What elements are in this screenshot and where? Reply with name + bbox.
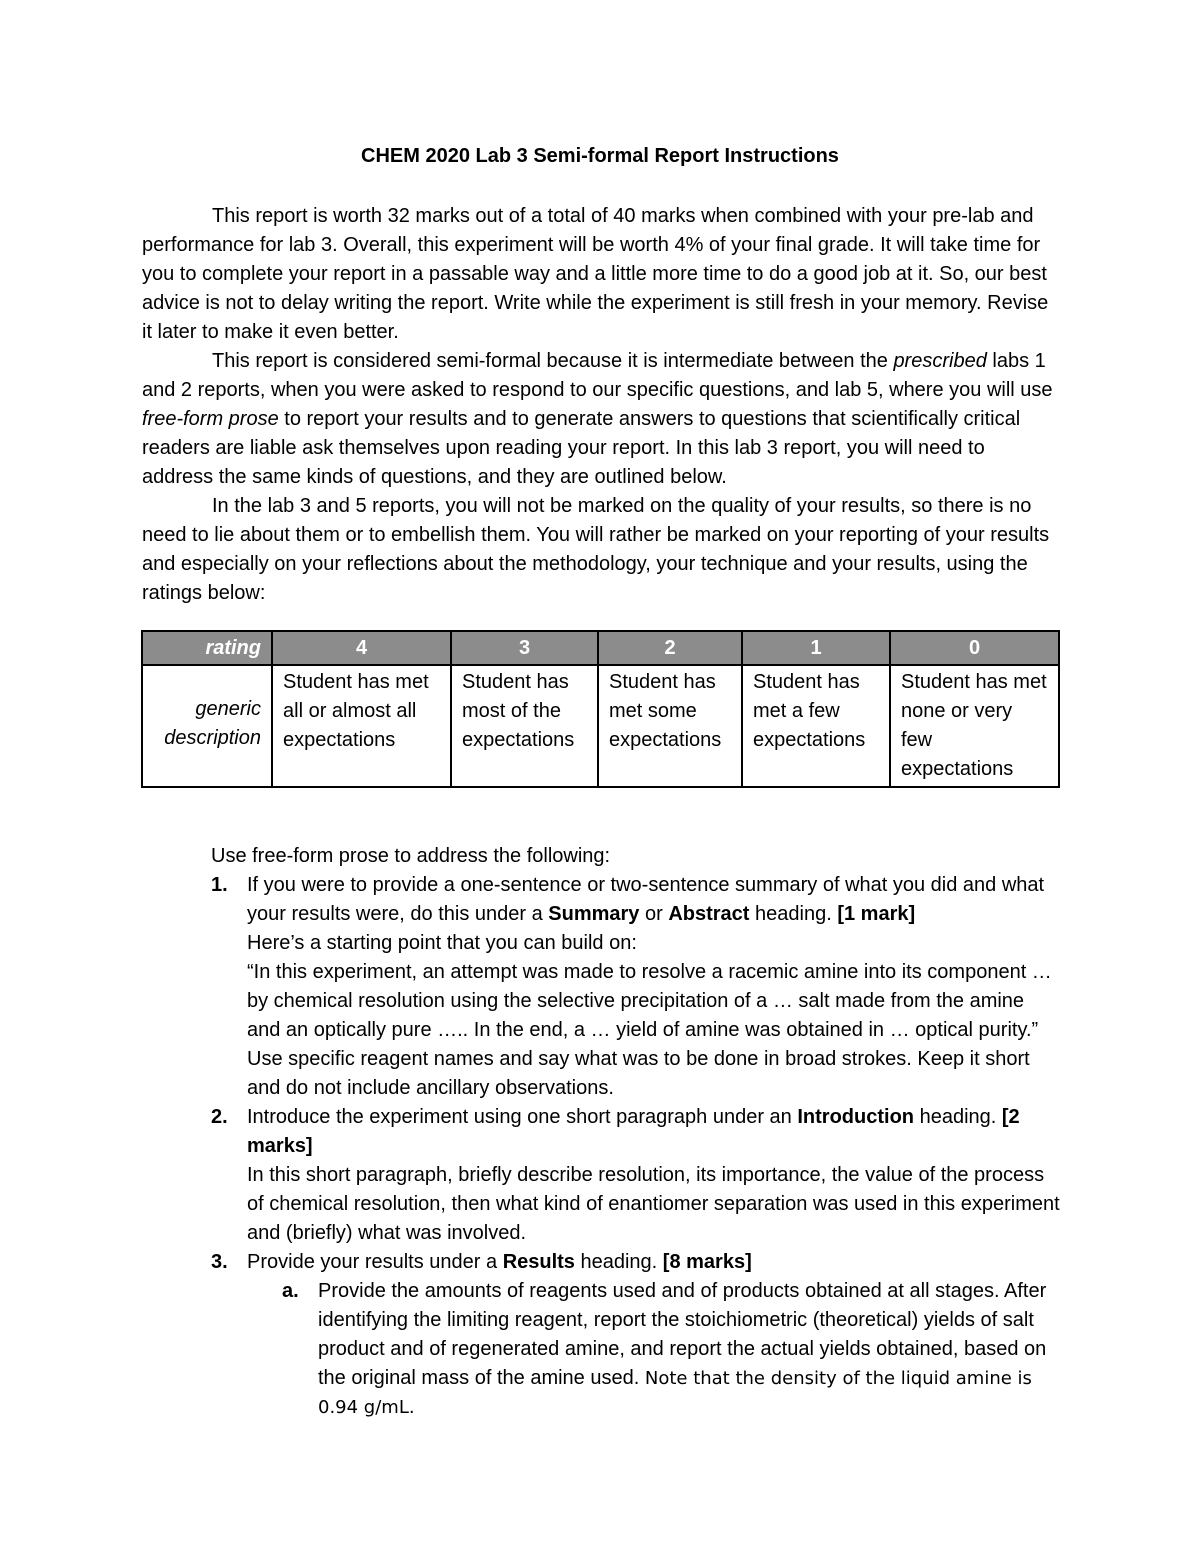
marks-badge: [8 marks] <box>662 1251 752 1273</box>
rating-header-row <box>142 631 1059 665</box>
intro-paragraph-2: This report is considered semi-formal because it is intermediate between the prescribed labs 1 and 2 reports, when you were asked to respond to our specific questions, and lab 5, where you will use free-form prose to report your results and to generate answers to questions that scientifically critical readers are liable ask themselves upon reading your report. In this lab 3 report, you will need to address the same kinds of questions, and they are outlined below. <box>142 350 1053 488</box>
item-number: 2. <box>211 1106 228 1128</box>
rating-0: 0 <box>890 631 1059 665</box>
density-note: Note that the density of the liquid amine is 0.94 g/mL. <box>318 1368 1032 1418</box>
description-cell-4: Student has met all or almost all expectations <box>272 665 451 787</box>
description-cell-1: Student has met a few expectations <box>742 665 890 787</box>
list-item: 1. If you were to provide a one-sentence or two-sentence summary of what you did and what your results were, do this under a Summary or Abstract heading. [1 mark] Here’s a starting point that you can build on: “In this experiment, an attempt was made to resolve a racemic amine into its component … by chemical resolution using the selective precipitation of a … salt made from the amine and an optically pure ….. In the end, a … yield of amine was obtained in … optical purity.” Use specific reagent names and say what was to be done in broad strokes. Keep it short and do not include ancillary observations. <box>211 871 1061 1103</box>
instructions-section <box>211 842 1061 1422</box>
page-title: CHEM 2020 Lab 3 Semi-formal Report Instructions <box>361 145 839 167</box>
description-cell-2: Student has met some expectations <box>598 665 742 787</box>
rating-4: 4 <box>272 631 451 665</box>
task-list <box>211 871 1061 1422</box>
sub-list <box>247 1277 1061 1422</box>
marks-badge: [1 mark] <box>837 903 916 925</box>
rating-3: 3 <box>451 631 598 665</box>
sub-list-item: a. Provide the amounts of reagents used and of products obtained at all stages. After identifying the limiting reagent, report the stoichiometric (theoretical) yields of salt product and of regenerated amine, and report the actual yields obtained, based on the original mass of the amine used. Note that the density of the liquid amine is 0.94 g/mL. <box>247 1277 1061 1422</box>
sub-item-letter: a. <box>282 1280 299 1302</box>
prose-heading: Use free-form prose to address the following: <box>211 845 611 867</box>
intro-section <box>142 202 1058 608</box>
marks-badge: [2 marks] <box>247 1106 1020 1157</box>
rating-2: 2 <box>598 631 742 665</box>
list-item: 3. Provide your results under a Results heading. [8 marks] a. Provide the amounts of reagents used and of products obtained at all stages. After identifying the limiting reagent, report the stoichiometric (theoretical) yields of salt product and of regenerated amine, and report the actual yields obtained, based on the original mass of the amine used. Note that the density of the liquid amine is 0.94 g/mL. <box>211 1248 1061 1422</box>
rating-1: 1 <box>742 631 890 665</box>
item-number: 1. <box>211 874 228 896</box>
list-item: 2. Introduce the experiment using one short paragraph under an Introduction heading. [2 marks] In this short paragraph, briefly describe resolution, its importance, the value of the process of chemical resolution, then what kind of enantiomer separation was used in this experiment and (briefly) what was involved. <box>211 1103 1061 1248</box>
description-cell-3: Student has most of the expectations <box>451 665 598 787</box>
rating-label: rating <box>142 631 272 665</box>
description-row <box>142 665 1059 787</box>
description-label: generic description <box>142 665 272 787</box>
rating-table <box>141 630 1060 788</box>
intro-paragraph-3: In the lab 3 and 5 reports, you will not be marked on the quality of your results, so there is no need to lie about them or to embellish them. You will rather be marked on your reporting of your results and especially on your reflections about the methodology, your technique and your results, using the ratings below: <box>142 495 1050 604</box>
intro-paragraph-1: This report is worth 32 marks out of a total of 40 marks when combined with your pre-lab and performance for lab 3. Overall, this experiment will be worth 4% of your final grade. It will take time for you to complete your report in a passable way and a little more time to do a good job at it. So, our best advice is not to delay writing the report. Write while the experiment is still fresh in your memory. Revise it later to make it even better. <box>142 205 1049 343</box>
item-number: 3. <box>211 1251 228 1273</box>
description-cell-0: Student has met none or very few expectations <box>890 665 1059 787</box>
